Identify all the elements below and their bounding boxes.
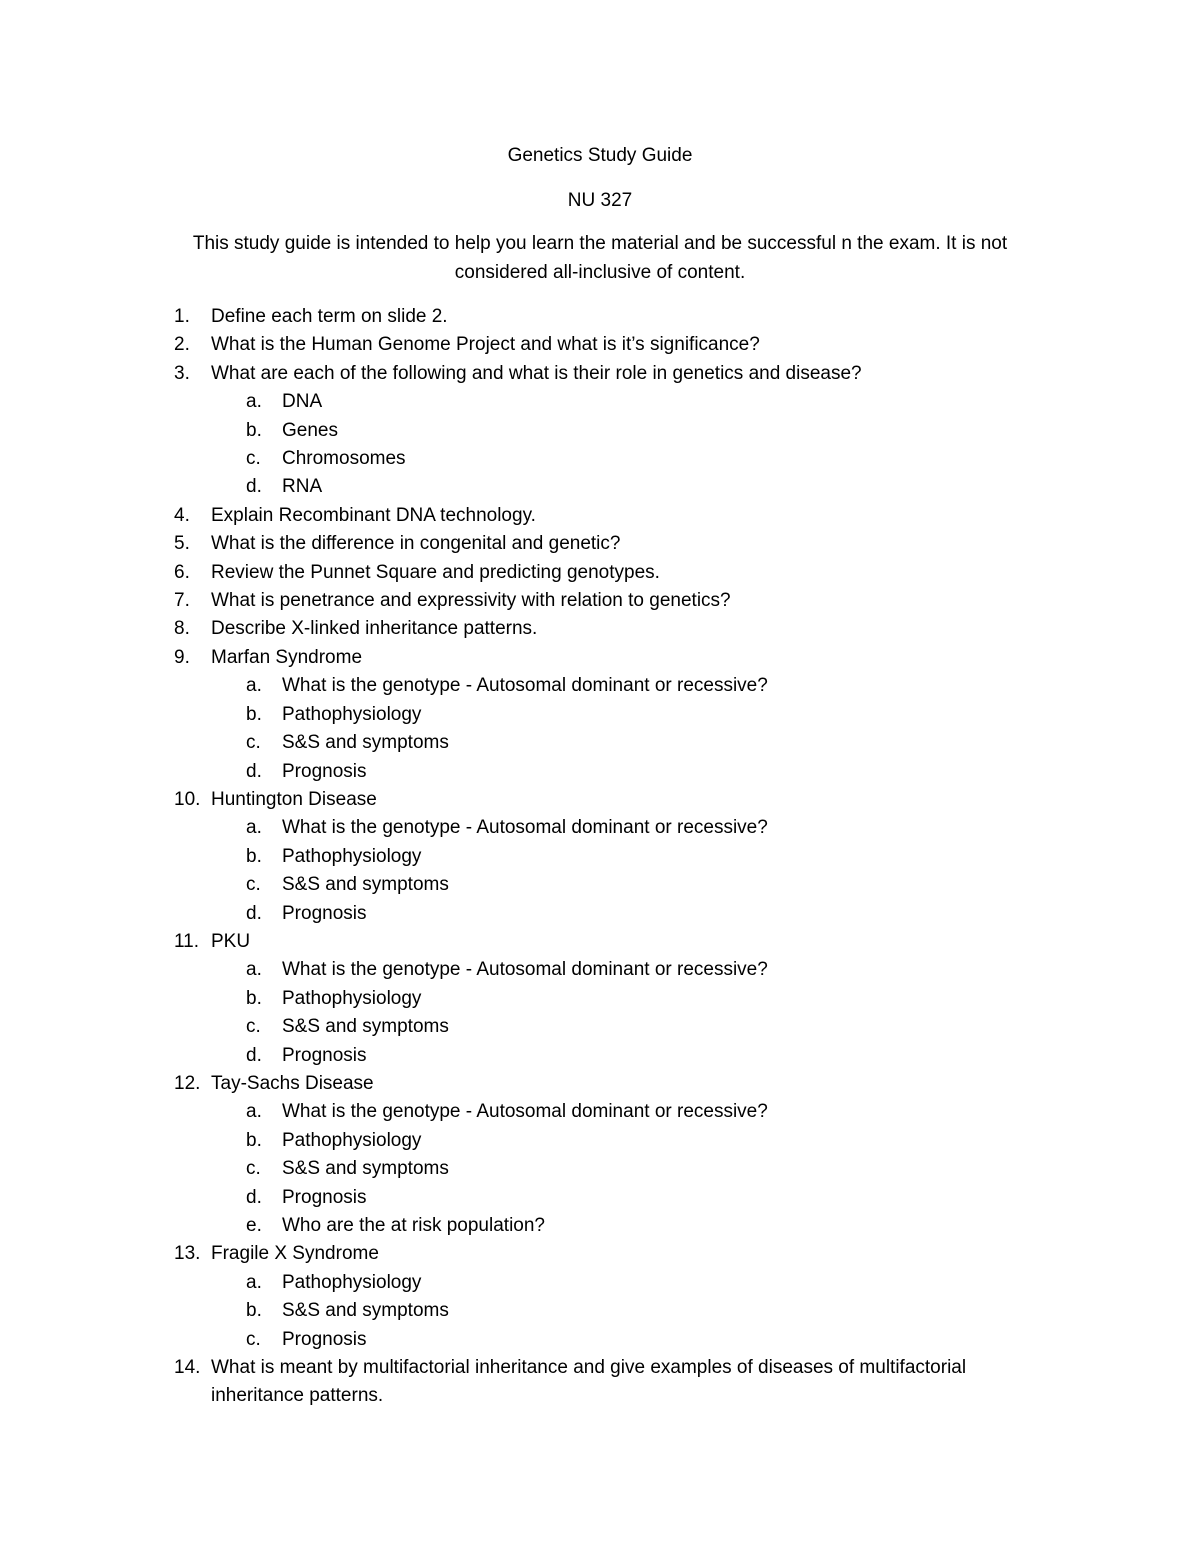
sub-question-list [0,1269,1200,1354]
sub-question-item [0,729,1200,757]
sub-question-text: S&S and symptoms [282,1300,449,1322]
intro-paragraph [0,229,1200,287]
question-number: 3. [174,362,190,384]
sub-question-letter: d. [246,902,262,924]
sub-question-list [0,388,1200,502]
sub-question-text: DNA [282,391,323,413]
sub-question-item [0,445,1200,473]
question-number: 8. [174,618,190,640]
sub-question-list [0,672,1200,786]
sub-question-text: Prognosis [282,902,367,924]
sub-question-letter: a. [246,1271,262,1293]
intro-line: This study guide is intended to help you learn the material and be successful n the exam. It is not [192,233,1008,254]
sub-question-letter: b. [246,987,262,1009]
question-item [0,502,1200,530]
question-item [0,928,1200,1070]
sub-question-letter: d. [246,1044,262,1066]
question-text: Tay-Sachs Disease [211,1072,374,1094]
question-text: Fragile X Syndrome [211,1243,379,1265]
sub-question-letter: b. [246,1300,262,1322]
sub-question-letter: c. [246,1328,261,1350]
sub-question-letter: b. [246,419,262,441]
question-item [0,303,1200,331]
question-list [0,303,1200,1411]
sub-question-letter: c. [246,732,261,754]
sub-question-letter: c. [246,448,261,470]
question-item [0,360,1200,502]
question-number: 14. [174,1357,201,1379]
sub-question-text: RNA [282,476,323,498]
sub-question-letter: c. [246,1016,261,1038]
sub-question-letter: d. [246,1186,262,1208]
question-text: Explain Recombinant DNA technology. [211,504,536,526]
question-number: 1. [174,306,190,327]
question-item [0,530,1200,558]
sub-question-text: Pathophysiology [282,1271,422,1293]
sub-question-item [0,1155,1200,1183]
sub-question-text: Chromosomes [282,448,406,470]
sub-question-letter: e. [246,1215,262,1236]
question-text: What is the difference in congenital and genetic? [211,533,621,555]
sub-question-text: S&S and symptoms [282,1158,449,1180]
sub-question-item [0,1297,1200,1325]
question-number: 9. [174,646,190,668]
sub-question-text: What is the genotype - Autosomal dominant or recessive? [282,675,768,697]
intro-line: considered all-inclusive of content. [454,262,746,283]
sub-question-text: What is the genotype - Autosomal dominant or recessive? [282,1101,768,1123]
document-title: Genetics Study Guide [507,145,693,166]
sub-question-letter: a. [246,817,262,839]
sub-question-text: Pathophysiology [282,987,422,1009]
sub-question-text: Prognosis [282,1186,367,1208]
sub-question-text: Pathophysiology [282,1129,422,1151]
question-number: 12. [174,1072,201,1094]
sub-question-item [0,1326,1200,1354]
question-text: PKU [211,930,251,952]
question-item [0,559,1200,587]
sub-question-text: Prognosis [282,760,367,782]
sub-question-item [0,417,1200,445]
question-number: 13. [174,1243,201,1265]
sub-question-item [0,1184,1200,1212]
sub-question-item [0,843,1200,871]
sub-question-item [0,900,1200,928]
sub-question-item [0,956,1200,984]
sub-question-list [0,814,1200,928]
question-text: What is penetrance and expressivity with relation to genetics? [211,590,731,612]
sub-question-text: Pathophysiology [282,703,422,725]
question-text: Review the Punnet Square and predicting genotypes. [211,561,660,583]
sub-question-text: S&S and symptoms [282,874,449,896]
sub-question-list [0,1098,1200,1240]
question-text: What is meant by multifactorial inheritance and give examples of diseases of multifactorial inheritance patterns. [211,1357,967,1407]
sub-question-text: Prognosis [282,1044,367,1066]
sub-question-letter: b. [246,703,262,725]
question-text: What is the Human Genome Project and what is it’s significance? [211,334,760,356]
question-item [0,1240,1200,1354]
sub-question-text: Pathophysiology [282,845,422,867]
question-text: Marfan Syndrome [211,646,363,668]
sub-question-item [0,1042,1200,1070]
sub-question-item [0,1127,1200,1155]
question-number: 4. [174,504,190,526]
question-number: 7. [174,590,190,612]
sub-question-item [0,388,1200,416]
question-number: 10. [174,788,201,810]
sub-question-item [0,1269,1200,1297]
sub-question-letter: a. [246,1101,262,1123]
question-item [0,587,1200,615]
question-item [0,615,1200,643]
question-item [0,1354,1200,1411]
sub-question-letter: c. [246,874,261,896]
question-text: Define each term on slide 2. [211,306,448,327]
question-text: Describe X-linked inheritance patterns. [211,618,538,640]
sub-question-item [0,871,1200,899]
sub-question-text: S&S and symptoms [282,732,449,754]
sub-question-letter: b. [246,1129,262,1151]
question-item [0,786,1200,928]
sub-question-letter: c. [246,1158,261,1180]
question-number: 11. [174,930,200,952]
sub-question-letter: d. [246,760,262,782]
sub-question-letter: a. [246,675,262,697]
question-item [0,1070,1200,1240]
sub-question-letter: d. [246,476,262,498]
sub-question-item [0,1212,1200,1240]
question-number: 5. [174,533,190,555]
question-text: Huntington Disease [211,788,377,810]
question-item [0,644,1200,786]
question-number: 2. [174,334,190,356]
sub-question-item [0,1013,1200,1041]
sub-question-item [0,701,1200,729]
question-text: What are each of the following and what is their role in genetics and disease? [211,362,862,384]
sub-question-item [0,758,1200,786]
sub-question-item [0,985,1200,1013]
course-code: NU 327 [567,190,633,211]
sub-question-item [0,814,1200,842]
sub-question-text: Who are the at risk population? [282,1215,545,1236]
sub-question-letter: a. [246,391,262,413]
sub-question-letter: b. [246,845,262,867]
sub-question-item [0,473,1200,501]
sub-question-text: S&S and symptoms [282,1016,449,1038]
sub-question-letter: a. [246,959,262,981]
sub-question-text: Genes [282,419,338,441]
question-item [0,331,1200,359]
sub-question-list [0,956,1200,1070]
question-number: 6. [174,561,190,583]
sub-question-text: Prognosis [282,1328,367,1350]
sub-question-item [0,672,1200,700]
sub-question-text: What is the genotype - Autosomal dominant or recessive? [282,959,768,981]
sub-question-text: What is the genotype - Autosomal dominant or recessive? [282,817,768,839]
sub-question-item [0,1098,1200,1126]
